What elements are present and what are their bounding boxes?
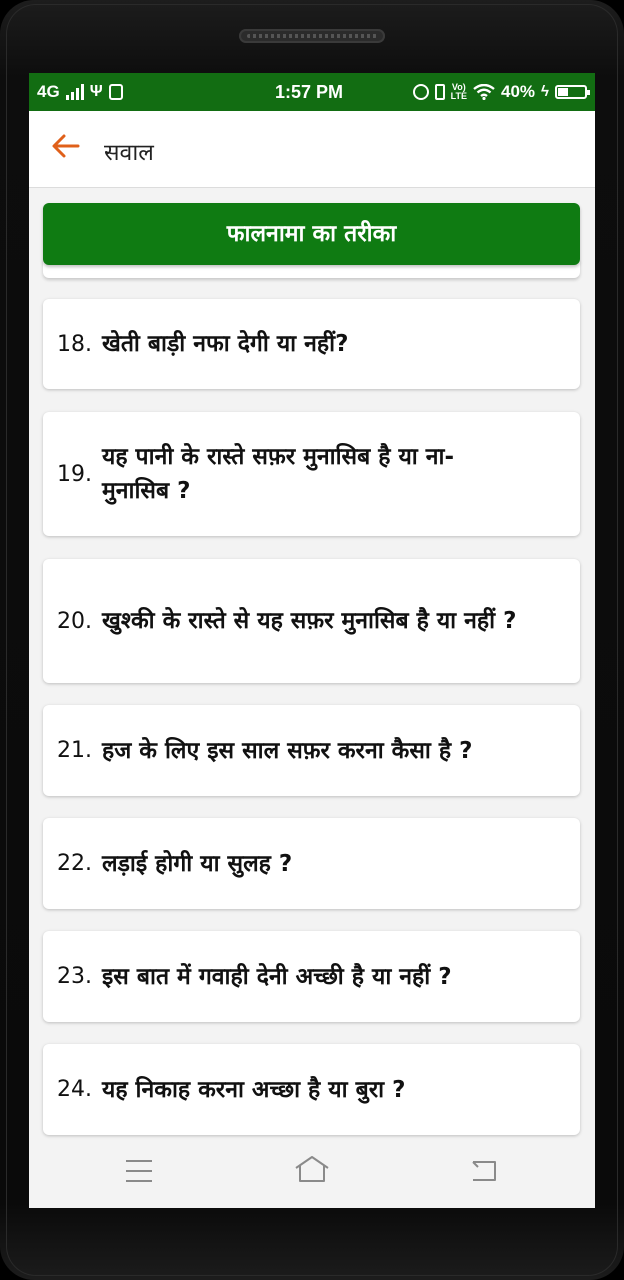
status-right	[413, 82, 587, 102]
question-text: हज के लिए इस साल सफ़र करना कैसा है ?	[102, 737, 473, 764]
battery-percent: 40%	[501, 82, 536, 101]
question-card[interactable]	[43, 931, 580, 1022]
question-number: 20.	[57, 608, 92, 634]
earpiece-speaker	[239, 29, 385, 43]
status-time: 1:57 PM	[275, 82, 344, 102]
question-number: 22.	[57, 851, 92, 876]
question-text: खेती बाड़ी नफा देगी या नहीं?	[102, 331, 349, 357]
page-title: सवाल	[104, 140, 154, 166]
question-card[interactable]	[43, 705, 580, 796]
method-button[interactable]: फालनामा का तरीका	[43, 203, 580, 265]
status-bar	[29, 73, 595, 111]
question-number: 19.	[57, 461, 92, 487]
device-screen	[29, 73, 595, 1208]
questions-list[interactable]	[29, 188, 595, 1140]
app-bar	[29, 111, 595, 188]
question-card[interactable]	[43, 299, 580, 389]
app-notification-icon	[109, 84, 123, 100]
usb-icon: Ψ	[89, 83, 103, 100]
question-text: यह पानी के रास्ते सफ़र मुनासिब है या ना-मुनासिब ?	[102, 444, 455, 504]
alarm-icon	[413, 84, 429, 100]
question-number: 24.	[57, 1077, 92, 1102]
battery-fill	[558, 88, 568, 96]
network-type: 4G	[37, 82, 60, 101]
battery-icon	[555, 85, 587, 99]
status-left	[37, 82, 123, 102]
arrow-left-icon[interactable]	[51, 131, 81, 165]
volte-icon: Vo) LTE	[450, 82, 468, 101]
question-number: 21.	[57, 738, 92, 763]
question-card[interactable]	[43, 412, 580, 536]
question-text: यह निकाह करना अच्छा है या बुरा ?	[102, 1076, 406, 1103]
back-icon[interactable]	[469, 1158, 497, 1184]
system-nav-bar	[29, 1140, 595, 1208]
charging-icon: ϟ	[541, 83, 549, 100]
vibrate-icon	[435, 84, 445, 100]
question-number: 18.	[57, 331, 92, 357]
question-card[interactable]	[43, 818, 580, 909]
question-number: 23.	[57, 964, 92, 989]
wifi-icon	[473, 84, 495, 100]
menu-icon[interactable]	[126, 1160, 152, 1182]
question-card[interactable]	[43, 1044, 580, 1135]
question-card[interactable]	[43, 559, 580, 683]
home-icon[interactable]	[293, 1154, 331, 1184]
question-text: खुश्की के रास्ते से यह सफ़र मुनासिब है या नहीं ?	[102, 608, 517, 634]
question-text: इस बात में गवाही देनी अच्छी है या नहीं ?	[102, 963, 452, 990]
signal-icon	[66, 84, 84, 100]
question-text: लड़ाई होगी या सुलह ?	[102, 850, 293, 877]
